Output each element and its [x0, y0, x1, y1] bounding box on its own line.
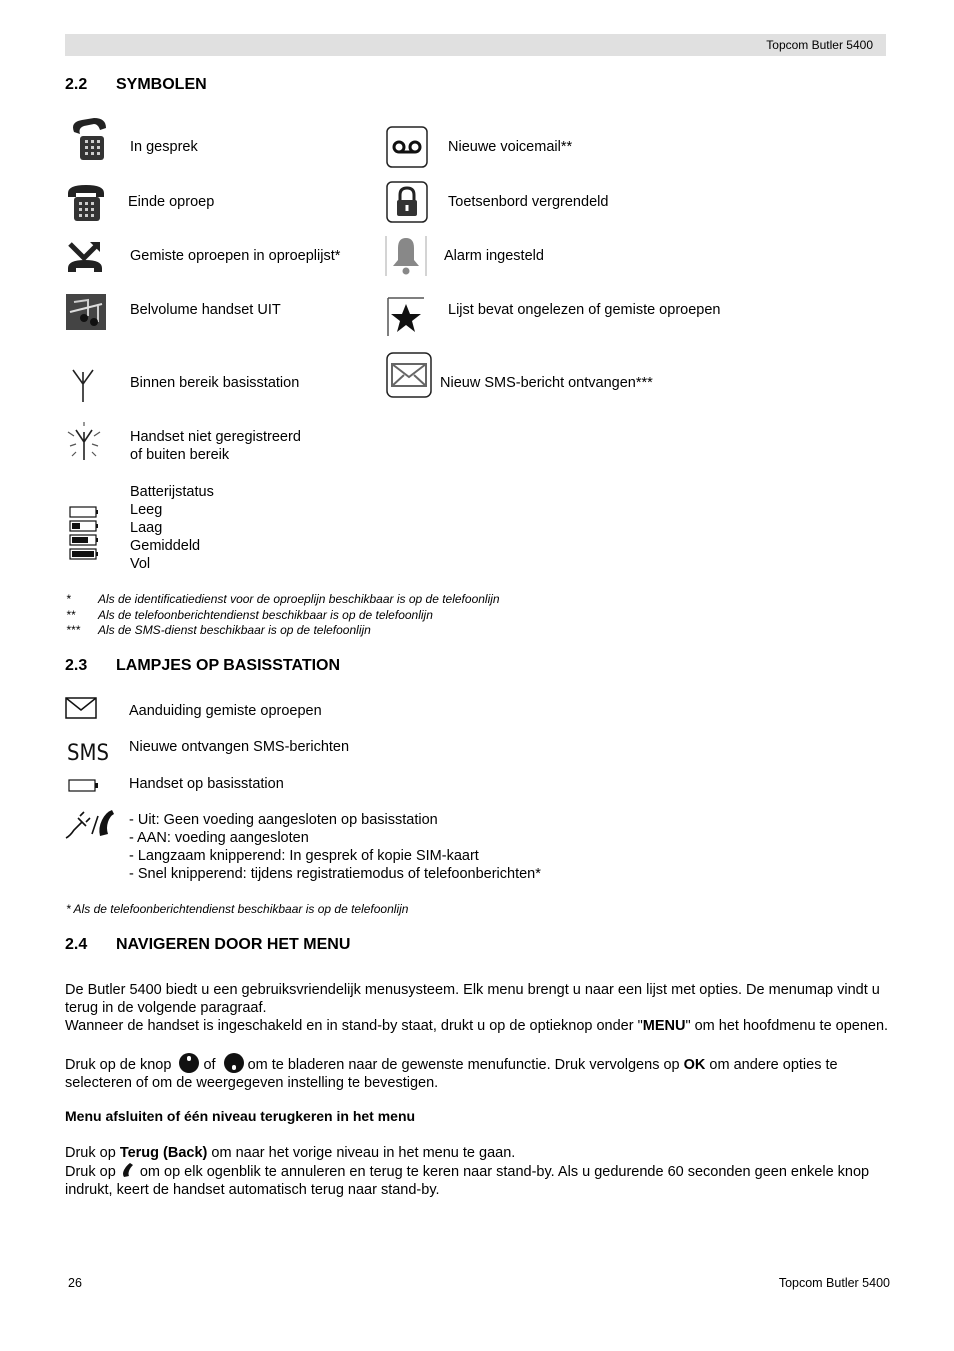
- page-header-bar: [65, 34, 886, 56]
- led-label-gemiste-oproepen: Aanduiding gemiste oproepen: [129, 703, 322, 719]
- symbol-label-buiten-bereik: of buiten bereik: [130, 447, 230, 463]
- footer-product: Topcom Butler 5400: [778, 1276, 890, 1290]
- lock-icon: [386, 181, 428, 223]
- header-product: Topcom Butler 5400: [766, 38, 873, 52]
- led-label-handset: Handset op basisstation: [129, 776, 284, 792]
- symbol-label-niet-geregistreerd: Handset niet geregistreerd: [130, 429, 301, 445]
- battery-icon: [68, 779, 100, 793]
- envelope-icon: [65, 697, 97, 719]
- led-label-sms: Nieuwe ontvangen SMS-berichten: [129, 739, 350, 755]
- scroll-up-key-icon: [179, 1053, 199, 1073]
- symbol-label-binnen-bereik: Binnen bereik basisstation: [130, 375, 300, 391]
- end-call-key-icon: [120, 1162, 136, 1178]
- ringer-off-icon: [66, 294, 106, 330]
- envelope-icon: [386, 352, 432, 398]
- power-line-3: - Langzaam knipperend: In gesprek of kopie SIM-kaart: [129, 848, 479, 864]
- symbol-label-voicemail: Nieuwe voicemail**: [448, 139, 573, 155]
- symbol-label-in-gesprek: In gesprek: [130, 139, 198, 155]
- scroll-down-key-icon: [224, 1053, 244, 1073]
- paragraph-navigate: Druk op de knop of om te bladeren naar de gewenste menufunctie. Druk vervolgens op OK om andere opties te selecteren of om de weergegeven instelling te bevestigen.: [65, 1053, 890, 1092]
- symbol-label-gemiste-oproepen: Gemiste oproepen in oproeplijst*: [130, 248, 341, 264]
- symbol-label-alarm: Alarm ingesteld: [444, 248, 544, 264]
- symbol-label-belvolume-uit: Belvolume handset UIT: [130, 302, 281, 318]
- paragraph-back: Druk op Terug (Back) om naar het vorige niveau in het menu te gaan.: [65, 1145, 516, 1161]
- paragraph-intro: De Butler 5400 biedt u een gebruiksvriendelijk menusysteem. Elk menu brengt u naar een lijst met opties. De menumap vindt u terug in de volgende paragraaf.: [65, 982, 880, 1016]
- symbol-label-vergrendeld: Toetsenbord vergrendeld: [448, 194, 609, 210]
- battery-level-vol: Vol: [130, 556, 151, 572]
- power-phone-icon: [64, 806, 116, 842]
- power-line-4: - Snel knipperend: tijdens registratiemodus of telefoonberichten*: [129, 866, 541, 882]
- page-number: 26: [68, 1276, 82, 1290]
- voicemail-icon: [386, 126, 428, 168]
- bell-icon: [384, 234, 428, 278]
- symbol-label-nieuw-sms: Nieuw SMS-bericht ontvangen***: [440, 375, 653, 391]
- paragraph-cancel: Druk op om op elk ogenblik te annuleren en terug te keren naar stand-by. Als u gedurende 60 seconden geen enkele knop indrukt, keert de handset automatisch terug naar stand-by.: [65, 1164, 870, 1198]
- antenna-icon: [70, 368, 96, 404]
- subheading-menu-afsluiten: Menu afsluiten of één niveau terugkeren in het menu: [65, 1108, 416, 1124]
- battery-level-leeg: Leeg: [130, 502, 163, 518]
- paragraph-menu: Wanneer de handset is ingeschakeld en in stand-by staat, drukt u op de optieknop onder "MENU" om het hoofdmenu te openen.: [65, 1018, 889, 1034]
- footnote-sec23: * Als de telefoonberichtendienst beschikbaar is op de telefoonlijn: [66, 902, 409, 916]
- battery-levels-icon: [69, 505, 101, 563]
- symbol-label-einde-oproep: Einde oproep: [128, 194, 215, 210]
- symbol-label-lijst-ongelezen: Lijst bevat ongelezen of gemiste oproepen: [448, 302, 721, 318]
- power-line-2: - AAN: voeding aangesloten: [129, 830, 309, 846]
- sms-icon: [67, 738, 111, 764]
- missed-call-icon: [66, 238, 106, 276]
- phone-onhook-icon: [66, 183, 108, 223]
- power-line-1: - Uit: Geen voeding aangesloten op basisstation: [129, 812, 438, 828]
- battery-status-title: Batterijstatus: [130, 484, 214, 500]
- svg-text:SMS: SMS: [67, 741, 109, 764]
- star-icon: [386, 296, 426, 338]
- battery-level-laag: Laag: [130, 520, 163, 536]
- battery-level-gemiddeld: Gemiddeld: [130, 538, 201, 554]
- phone-offhook-icon: [66, 118, 108, 162]
- antenna-blink-icon: [66, 420, 102, 462]
